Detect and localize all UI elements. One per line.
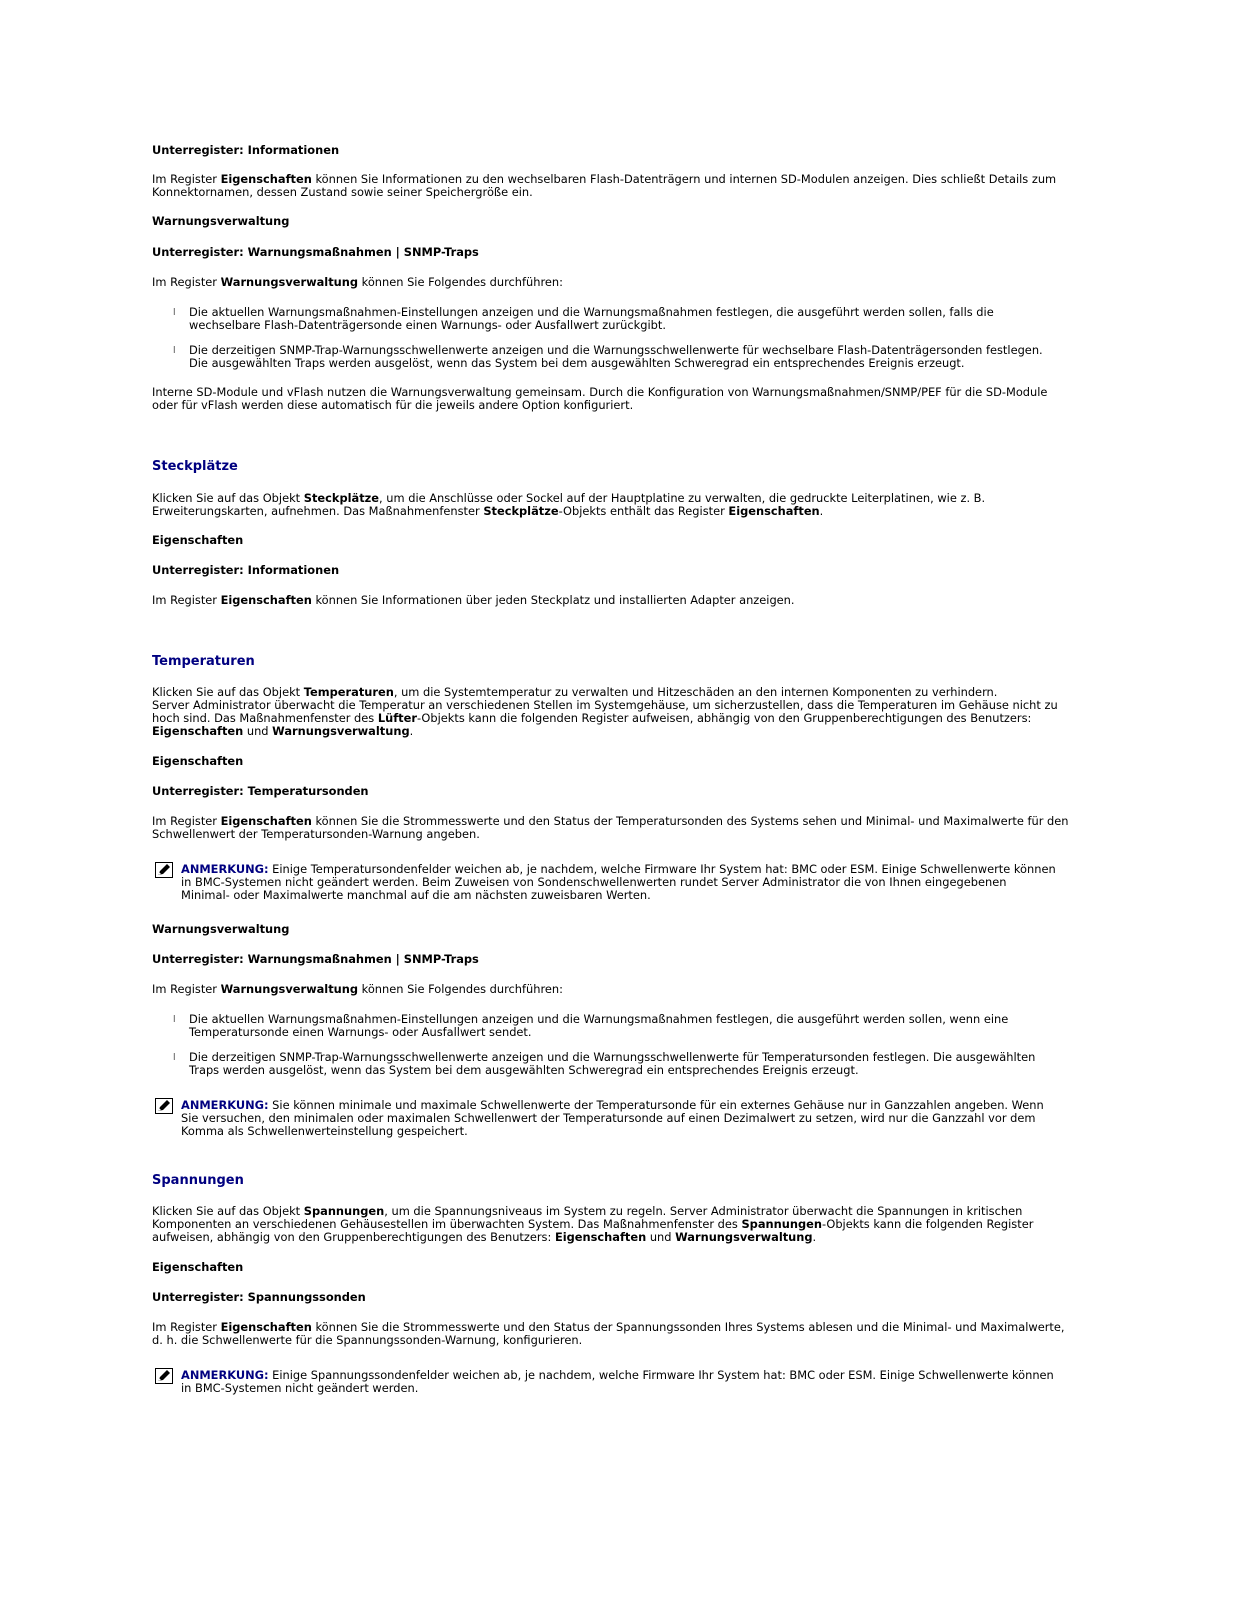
paragraph-line: Im Register Warnungsverwaltung können Sie Folgendes durchführen: [152,275,563,289]
note-line: Komma als Schwellenwerteinstellung gespeichert. [181,1124,468,1138]
section-title-steckplaetze: Steckplätze [152,459,238,474]
paragraph-line: Eigenschaften und Warnungsverwaltung. [152,724,414,738]
section-heading-eigenschaften: Eigenschaften [152,533,244,547]
list-item: Die ausgewählten Traps werden ausgelöst, wenn das System bei dem ausgewählten Schweregrad ein entsprechendes Ereignis erzeugt. [189,356,965,370]
note-line: in BMC-Systemen nicht geändert werden. [181,1381,419,1395]
list-item: Die derzeitigen SNMP-Trap-Warnungsschwellenwerte anzeigen und die Warnungsschwellenwerte für Temperatursonden festlegen. Die ausgewählten [189,1050,1036,1064]
list-item: wechselbare Flash-Datenträgersonde einen Warnungs- oder Ausfallwert zurückgibt. [189,318,666,332]
paragraph-line: Im Register Eigenschaften können Sie Informationen über jeden Steckplatz und installierten Adapter anzeigen. [152,593,795,607]
subtab-heading-informationen: Unterregister: Informationen [152,143,340,157]
subtab-heading-spannungssonden: Unterregister: Spannungssonden [152,1290,366,1304]
subtab-heading-warnungsmassnahmen: Unterregister: Warnungsmaßnahmen | SNMP-Traps [152,952,479,966]
note-line: ANMERKUNG: Einige Spannungssondenfelder weichen ab, je nachdem, welche Firmware Ihr System hat: BMC oder ESM. Einige Schwellenwerte können [181,1368,1054,1382]
list-item: Temperatursonde einen Warnungs- oder Ausfallwert sendet. [189,1025,532,1039]
bullet-icon: l [173,1015,176,1025]
paragraph-line: Server Administrator überwacht die Temperatur an verschiedenen Stellen im Systemgehäuse, um sicherzustellen, dass die Temperaturen im Gehäuse nicht zu [152,698,1058,712]
section-title-spannungen: Spannungen [152,1173,244,1188]
paragraph-line: Im Register Eigenschaften können Sie die Strommesswerte und den Status der Spannungssonden Ihres Systems ablesen und die Minimal- und Maximalwerte, [152,1320,1065,1334]
bullet-icon: l [173,346,176,356]
paragraph-line: Im Register Warnungsverwaltung können Sie Folgendes durchführen: [152,982,563,996]
list-item: Die aktuellen Warnungsmaßnahmen-Einstellungen anzeigen und die Warnungsmaßnahmen festlegen, die ausgeführt werden sollen, wenn eine [189,1012,1009,1026]
section-title-temperaturen: Temperaturen [152,654,255,669]
pencil-note-icon [155,862,173,878]
paragraph-line: Im Register Eigenschaften können Sie Informationen zu den wechselbaren Flash-Datenträgern und internen SD-Modulen anzeigen. Dies schließt Details zum [152,172,1057,186]
paragraph-line: Erweiterungskarten, aufnehmen. Das Maßnahmenfenster Steckplätze-Objekts enthält das Register Eigenschaften. [152,504,824,518]
list-item: Die derzeitigen SNMP-Trap-Warnungsschwellenwerte anzeigen und die Warnungsschwellenwerte für wechselbare Flash-Datenträgersonden festlegen. [189,343,1043,357]
note-line: ANMERKUNG: Sie können minimale und maximale Schwellenwerte der Temperatursonde für ein externes Gehäuse nur in Ganzzahlen angeben. Wenn [181,1098,1044,1112]
section-heading-warnungsverwaltung: Warnungsverwaltung [152,922,290,936]
pencil-note-icon [155,1098,173,1114]
bullet-icon: l [173,1053,176,1063]
paragraph-line: Im Register Eigenschaften können Sie die Strommesswerte und den Status der Temperatursonden des Systems sehen und Minimal- und Maximalwerte für den [152,814,1069,828]
section-heading-warnungsverwaltung: Warnungsverwaltung [152,214,290,228]
paragraph-line: aufweisen, abhängig von den Gruppenberechtigungen des Benutzers: Eigenschaften und Warnungsverwaltung. [152,1230,817,1244]
paragraph-line: Klicken Sie auf das Objekt Steckplätze, um die Anschlüsse oder Sockel auf der Hauptplatine zu verwalten, die gedruckte Leiterplatinen, wie z. B. [152,491,986,505]
subtab-heading-warnungsmassnahmen: Unterregister: Warnungsmaßnahmen | SNMP-Traps [152,245,479,259]
bullet-icon: l [173,308,176,318]
note-line: ANMERKUNG: Einige Temperatursondenfelder weichen ab, je nachdem, welche Firmware Ihr System hat: BMC oder ESM. Einige Schwellenwerte können [181,862,1056,876]
paragraph-line: d. h. die Schwellenwerte für die Spannungssonden-Warnung, konfigurieren. [152,1333,583,1347]
paragraph-line: Konnektornamen, dessen Zustand sowie seiner Speichergröße ein. [152,185,533,199]
subtab-heading-informationen: Unterregister: Informationen [152,563,340,577]
note-line: Sie versuchen, den minimalen oder maximalen Schwellenwert der Temperatursonde auf einen Dezimalwert zu setzen, wird nur die Ganzzahl vor dem [181,1111,1036,1125]
paragraph-line: Schwellenwert der Temperatursonden-Warnung angeben. [152,827,480,841]
subtab-heading-temperatursonden: Unterregister: Temperatursonden [152,784,369,798]
note-line: Minimal- oder Maximalwerte manchmal auf die am nächsten zuweisbaren Werten. [181,888,651,902]
note-line: in BMC-Systemen nicht geändert werden. Beim Zuweisen von Sondenschwellenwerten rundet Server Administrator die von Ihnen eingegebenen [181,875,1007,889]
section-heading-eigenschaften: Eigenschaften [152,1260,244,1274]
section-heading-eigenschaften: Eigenschaften [152,754,244,768]
list-item: Traps werden ausgelöst, wenn das System bei dem ausgewählten Schweregrad ein entsprechendes Ereignis erzeugt. [189,1063,859,1077]
paragraph-line: Interne SD-Module und vFlash nutzen die Warnungsverwaltung gemeinsam. Durch die Konfiguration von Warnungsmaßnahmen/SNMP/PEF für die SD-Module [152,385,1048,399]
paragraph-line: oder für vFlash werden diese automatisch für die jeweils andere Option konfiguriert. [152,398,634,412]
paragraph-line: Komponenten an verschiedenen Gehäusestellen im überwachten System. Das Maßnahmenfenster des Spannungen-Objekts kann die folgenden Register [152,1217,1034,1231]
paragraph-line: Klicken Sie auf das Objekt Temperaturen, um die Systemtemperatur zu verwalten und Hitzeschäden an den internen Komponenten zu verhindern. [152,685,998,699]
paragraph-line: hoch sind. Das Maßnahmenfenster des Lüfter-Objekts kann die folgenden Register aufweisen, abhängig von den Gruppenberechtigungen des Benutzers: [152,711,1032,725]
list-item: Die aktuellen Warnungsmaßnahmen-Einstellungen anzeigen und die Warnungsmaßnahmen festlegen, die ausgeführt werden sollen, falls die [189,305,994,319]
pencil-note-icon [155,1368,173,1384]
paragraph-line: Klicken Sie auf das Objekt Spannungen, um die Spannungsniveaus im System zu regeln. Server Administrator überwacht die Spannungen in kritischen [152,1204,1023,1218]
